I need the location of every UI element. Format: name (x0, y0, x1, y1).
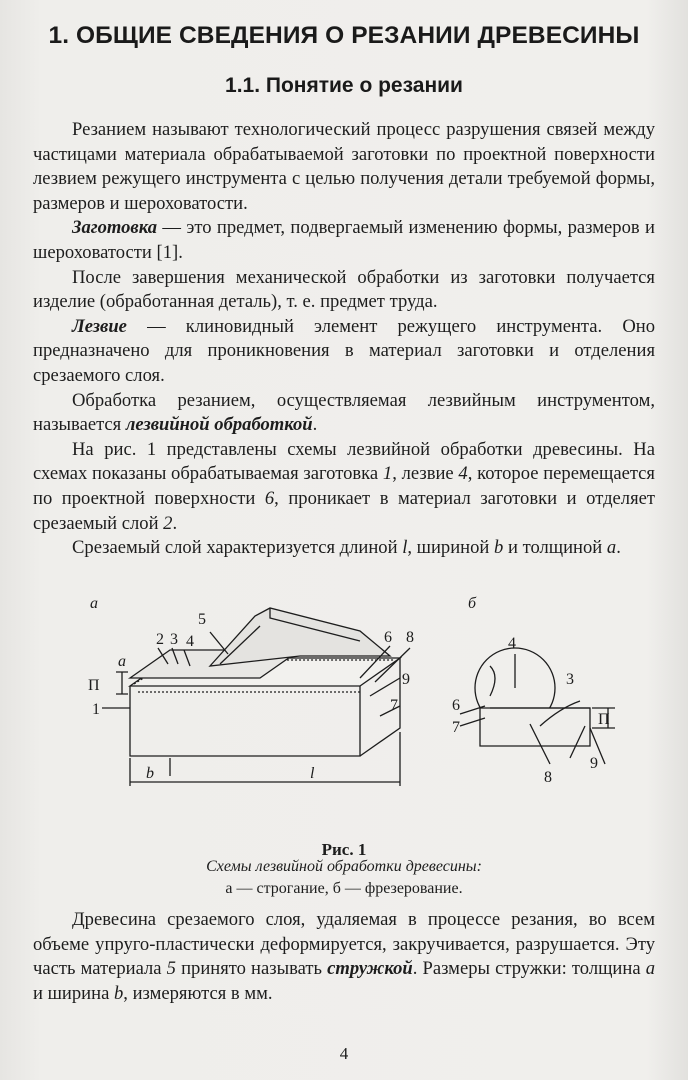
body-text-2 (33, 908, 655, 1006)
fig-num-3: 3 (170, 631, 178, 648)
section-heading: 1.1. Понятие о резании (225, 74, 463, 97)
p8-a: Древесина срезаемого слоя, удаляемая в процессе резания, во всем объеме упруго-пластически деформируется, закручивается, разрушается. Эту часть материала (33, 909, 655, 980)
fig-num-8: 8 (406, 629, 414, 646)
page-number: 4 (339, 1044, 349, 1063)
paragraph-7 (33, 536, 655, 561)
term-zagotovka: Заготовка (72, 217, 157, 239)
fig-num-2: 2 (156, 631, 164, 648)
chapter-heading: 1. ОБЩИЕ СВЕДЕНИЯ О РЕЗАНИИ ДРЕВЕСИНЫ (48, 22, 640, 49)
paragraph-6 (33, 438, 655, 536)
p7-d: . (616, 537, 621, 559)
p6-e: . (172, 512, 178, 534)
fig-num-5: 5 (198, 611, 206, 628)
fig-dim-l: l (310, 765, 315, 782)
p7-l: l (402, 537, 408, 559)
fig-right-num-8: 8 (544, 769, 552, 786)
p8-e: , измеряются в мм. (123, 982, 273, 1004)
cutting-schemes-diagram (60, 586, 620, 836)
fig-right-num-6: 6 (452, 697, 460, 714)
p8-aa: a (645, 958, 655, 980)
paragraph-2 (33, 216, 655, 265)
paragraph-5-text: Обработка резанием, осуществляемая лезвийным инструментом, называется (33, 389, 655, 436)
term-lezvie: Лезвие (72, 315, 127, 337)
p6-b: , лезвие (392, 463, 459, 485)
fig-dim-b: b (146, 765, 154, 782)
p8-bb: b (113, 982, 124, 1004)
p6-d: , проникает в материал заготовки и отделяет срезаемый слой (33, 487, 655, 534)
p7-a: Срезаемый слой характеризуется длиной (72, 537, 403, 559)
fig-right-num-7: 7 (452, 719, 460, 736)
p6-n6: 6 (264, 487, 275, 509)
p7-bb: b (494, 537, 504, 559)
term-struzhka: стружкой (327, 958, 413, 980)
fig-label-P: П (88, 677, 100, 694)
paragraph-5 (33, 389, 655, 438)
fig-dim-a: a (118, 653, 126, 670)
fig-right-num-4: 4 (508, 635, 516, 652)
p6-n4: 4 (458, 463, 468, 485)
p6-a: На рис. 1 представлены схемы лезвийной обработки древесины. На схемах показаны обрабатываемая заготовка (33, 438, 655, 485)
paragraph-3: После завершения механической обработки из заготовки получается изделие (обработанная деталь), т. е. предмет труда. (33, 266, 655, 313)
paragraph-1: Резанием называют технологический процесс разрушения связей между частицами материала обрабатываемой заготовки по проектной поверхности лезвием режущего инструмента с целью получения детали требуемой формы, размеров и шероховатости. (33, 119, 655, 214)
paragraph-5-end: . (312, 414, 318, 436)
fig-num-6: 6 (384, 629, 392, 646)
fig-label-b: б (468, 595, 477, 612)
figure-1 (60, 586, 620, 836)
fig-num-7: 7 (390, 697, 398, 714)
paragraph-4 (33, 315, 655, 389)
paragraph-8 (33, 908, 655, 1006)
figure-title: Рис. 1 (321, 840, 367, 859)
fig-num-9: 9 (402, 671, 410, 688)
fig-num-4: 4 (186, 633, 194, 650)
fig-num-1: 1 (92, 701, 100, 718)
p8-n5: 5 (166, 958, 176, 980)
paragraph-2-text: — это предмет, подвергаемый изменению формы, размеров и шероховатости [1]. (33, 217, 655, 263)
p8-d: и ширина (33, 982, 114, 1004)
p8-b: принято называть (175, 958, 328, 980)
p6-c: , которое перемещается по проектной поверхности (33, 463, 655, 509)
fig-right-num-3: 3 (566, 671, 574, 688)
p7-c: и толщиной (503, 537, 607, 559)
p6-n1: 1 (382, 463, 393, 485)
term-lezviynaya-obrabotka: лезвийной обработкой (125, 414, 313, 436)
paragraph-4-text: — клиновидный элемент режущего инструмента. Оно предназначено для проникновения в материал заготовки и отделения срезаемого слоя. (33, 315, 655, 386)
p7-aa: a (606, 537, 617, 559)
fig-label-a: а (90, 595, 98, 612)
figure-subtitle: Схемы лезвийной обработки древесины: (206, 858, 482, 875)
p8-c: . Размеры стружки: толщина (412, 958, 646, 980)
body-text (33, 118, 655, 561)
fig-right-label-P: П (598, 711, 610, 728)
p7-b: , шириной (407, 537, 495, 559)
figure-description: а — строгание, б — фрезерование. (225, 880, 463, 897)
fig-right-num-9: 9 (590, 755, 598, 772)
p6-n2: 2 (163, 512, 173, 534)
